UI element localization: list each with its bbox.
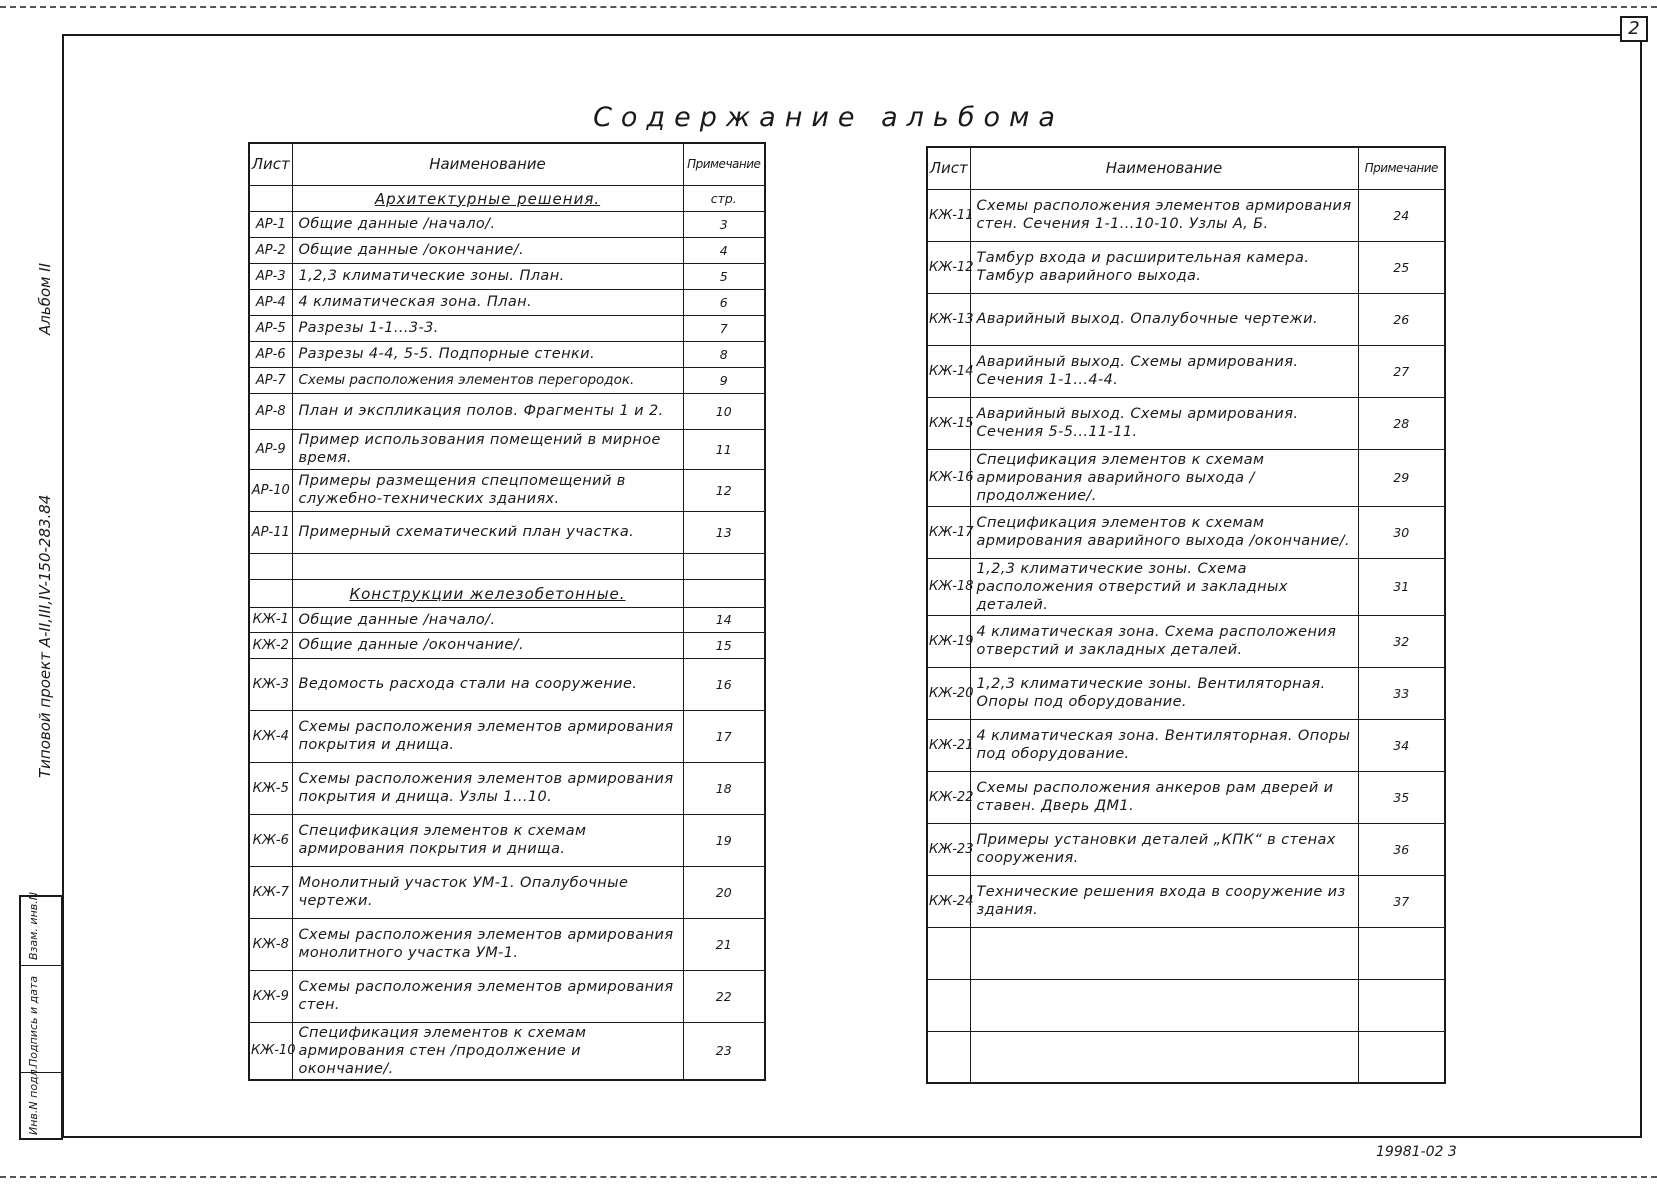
page-number: 18 (683, 762, 765, 814)
table-row (249, 341, 765, 367)
table-row (927, 615, 1445, 667)
sheet-title: Спецификация элементов к схемам армирования аварийного выхода /окончание/. (970, 506, 1358, 558)
table-row (249, 289, 765, 315)
table-row (249, 918, 765, 970)
sheet-code: АР-7 (249, 367, 292, 393)
page-number: 12 (683, 469, 765, 511)
sheet-title: Примеры установки деталей „КПК“ в стенах сооружения. (970, 823, 1358, 875)
table-row (249, 1022, 765, 1080)
table-row (927, 293, 1445, 345)
sheet-code: КЖ-18 (927, 558, 970, 615)
sheet-title: Схемы расположения элементов перегородок. (292, 367, 683, 393)
empty-cell (927, 979, 970, 1031)
table-row (249, 762, 765, 814)
sheet-code: КЖ-24 (927, 875, 970, 927)
sheet-title: 1,2,3 климатические зоны. План. (292, 263, 683, 289)
empty-cell (249, 553, 292, 579)
page-number: 27 (1358, 345, 1445, 397)
table-row (249, 393, 765, 429)
page-number: 6 (683, 289, 765, 315)
page-number: 33 (1358, 667, 1445, 719)
sheet-code: КЖ-6 (249, 814, 292, 866)
sheet-number: 2 (1620, 16, 1648, 42)
sheet-code: АР-6 (249, 341, 292, 367)
sheet-title: 4 климатическая зона. Схема расположения отверстий и закладных деталей. (970, 615, 1358, 667)
empty-row (927, 979, 1445, 1031)
sheet-title: Тамбур входа и расширительная камера. Тамбур аварийного выхода. (970, 241, 1358, 293)
header-name: Наименование (292, 143, 683, 185)
sheet-code: АР-1 (249, 211, 292, 237)
sheet-code: КЖ-5 (249, 762, 292, 814)
table-header-row (249, 143, 765, 185)
table-row (927, 189, 1445, 241)
sheet-title: Схемы расположения анкеров рам дверей и ставен. Дверь ДМ1. (970, 771, 1358, 823)
table-row (927, 771, 1445, 823)
sheet-code: АР-2 (249, 237, 292, 263)
page-number: 19 (683, 814, 765, 866)
sheet-title: Технические решения входа в сооружение из здания. (970, 875, 1358, 927)
table-row (927, 823, 1445, 875)
sheet-code: КЖ-10 (249, 1022, 292, 1080)
sheet-code: КЖ-16 (927, 449, 970, 506)
empty-cell (292, 553, 683, 579)
sheet-title: План и экспликация полов. Фрагменты 1 и 2. (292, 393, 683, 429)
sheet-title: Аварийный выход. Опалубочные чертежи. (970, 293, 1358, 345)
section-row (249, 579, 765, 607)
page-number: 36 (1358, 823, 1445, 875)
table-row (927, 558, 1445, 615)
page-number: 3 (683, 211, 765, 237)
sheet-code: КЖ-20 (927, 667, 970, 719)
table-row (249, 367, 765, 393)
side-label-album: Альбом II (36, 262, 54, 335)
sheet-code: АР-5 (249, 315, 292, 341)
sheet-code: КЖ-1 (249, 607, 292, 632)
sheet-title: Спецификация элементов к схемам армирования покрытия и днища. (292, 814, 683, 866)
empty-row (249, 553, 765, 579)
side-label-project: Типовой проект А-II,III,IV-150-283.84 (36, 494, 54, 778)
sheet-code: КЖ-22 (927, 771, 970, 823)
bottom-dashed-border (0, 1176, 1657, 1178)
contents-table-right (926, 146, 1446, 1084)
table-row (249, 607, 765, 632)
table-row (249, 469, 765, 511)
sheet-code: КЖ-9 (249, 970, 292, 1022)
sheet-title: Схемы расположения элементов армирования покрытия и днища. Узлы 1...10. (292, 762, 683, 814)
sheet-code: КЖ-11 (927, 189, 970, 241)
page-title: Содержание альбома (593, 102, 1064, 133)
sheet-code: КЖ-14 (927, 345, 970, 397)
empty-cell (1358, 979, 1445, 1031)
page-number: 29 (1358, 449, 1445, 506)
page-number: 37 (1358, 875, 1445, 927)
sheet-code: КЖ-7 (249, 866, 292, 918)
page-number: 24 (1358, 189, 1445, 241)
page-number: 32 (1358, 615, 1445, 667)
table-row (927, 345, 1445, 397)
sheet-code: КЖ-19 (927, 615, 970, 667)
sheet-title: Примеры размещения спецпомещений в служебно-технических зданиях. (292, 469, 683, 511)
empty-cell (249, 579, 292, 607)
page-column-label: стр. (683, 185, 765, 211)
sheet-code: АР-10 (249, 469, 292, 511)
sheet-title: Общие данные /начало/. (292, 211, 683, 237)
page-number: 23 (683, 1022, 765, 1080)
table-row (249, 429, 765, 469)
approval-stamp (19, 892, 63, 1140)
page-number: 16 (683, 658, 765, 710)
stamp-signature-date: Подпись и дата (27, 975, 40, 1067)
sheet-code: АР-11 (249, 511, 292, 553)
sheet-title: 1,2,3 климатические зоны. Схема расположения отверстий и закладных деталей. (970, 558, 1358, 615)
table-row (249, 211, 765, 237)
sheet-title: Общие данные /окончание/. (292, 632, 683, 658)
sheet-code: КЖ-17 (927, 506, 970, 558)
page-number: 30 (1358, 506, 1445, 558)
header-sheet: Лист (927, 147, 970, 189)
empty-cell (970, 927, 1358, 979)
sheet-title: Разрезы 4-4, 5-5. Подпорные стенки. (292, 341, 683, 367)
sheet-title: Общие данные /окончание/. (292, 237, 683, 263)
page-number: 21 (683, 918, 765, 970)
sheet-title: Общие данные /начало/. (292, 607, 683, 632)
stamp-inv-podl: Инв.N подл. (27, 1065, 40, 1135)
sheet-title: Разрезы 1-1...3-3. (292, 315, 683, 341)
sheet-code: АР-8 (249, 393, 292, 429)
header-sheet: Лист (249, 143, 292, 185)
page-number: 9 (683, 367, 765, 393)
sheet-title: Схемы расположения элементов армирования покрытия и днища. (292, 710, 683, 762)
sheet-title: Примерный схематический план участка. (292, 511, 683, 553)
header-name: Наименование (970, 147, 1358, 189)
sheet-title: Схемы расположения элементов армирования стен. (292, 970, 683, 1022)
table-row (249, 866, 765, 918)
sheet-code: КЖ-23 (927, 823, 970, 875)
empty-cell (683, 579, 765, 607)
header-note: Примечание (683, 143, 765, 185)
empty-cell (1358, 1031, 1445, 1083)
empty-cell (927, 1031, 970, 1083)
sheet-title: 4 климатическая зона. Вентиляторная. Опоры под оборудование. (970, 719, 1358, 771)
sheet-code: КЖ-8 (249, 918, 292, 970)
table-row (927, 449, 1445, 506)
sheet-title: 4 климатическая зона. План. (292, 289, 683, 315)
page-number: 8 (683, 341, 765, 367)
sheet-code: КЖ-21 (927, 719, 970, 771)
sheet-code: АР-4 (249, 289, 292, 315)
table-row (927, 241, 1445, 293)
page-number: 34 (1358, 719, 1445, 771)
empty-cell (292, 579, 683, 607)
sheet-title: 1,2,3 климатические зоны. Вентиляторная. Опоры под оборудование. (970, 667, 1358, 719)
sheet-code: КЖ-15 (927, 397, 970, 449)
table-row (249, 511, 765, 553)
section-row (249, 185, 765, 211)
empty-row (927, 927, 1445, 979)
empty-cell (249, 185, 292, 211)
table-row (927, 667, 1445, 719)
page-number: 17 (683, 710, 765, 762)
table-row (249, 814, 765, 866)
sheet-code: КЖ-4 (249, 710, 292, 762)
page-number: 14 (683, 607, 765, 632)
empty-cell (927, 927, 970, 979)
empty-cell (970, 979, 1358, 1031)
table-row (927, 506, 1445, 558)
sheet-title: Аварийный выход. Схемы армирования. Сечения 5-5...11-11. (970, 397, 1358, 449)
sheet-title: Пример использования помещений в мирное время. (292, 429, 683, 469)
page-number: 31 (1358, 558, 1445, 615)
page-number: 22 (683, 970, 765, 1022)
sheet-title: Спецификация элементов к схемам армирования аварийного выхода /продолжение/. (970, 449, 1358, 506)
table-row (927, 719, 1445, 771)
sheet-code: АР-3 (249, 263, 292, 289)
header-note: Примечание (1358, 147, 1445, 189)
sheet-title: Ведомость расхода стали на сооружение. (292, 658, 683, 710)
sheet-code: КЖ-13 (927, 293, 970, 345)
sheet-title: Спецификация элементов к схемам армирования стен /продолжение и окончание/. (292, 1022, 683, 1080)
sheet-code: КЖ-2 (249, 632, 292, 658)
empty-cell (683, 553, 765, 579)
section-title-concrete: Конструкции железобетонные. (349, 584, 626, 603)
empty-row (927, 1031, 1445, 1083)
table-row (249, 658, 765, 710)
table-row (249, 970, 765, 1022)
table-row (249, 632, 765, 658)
contents-table-left (248, 142, 766, 1081)
page-number: 20 (683, 866, 765, 918)
table-row (249, 315, 765, 341)
empty-cell (1358, 927, 1445, 979)
table-row (249, 237, 765, 263)
sheet-code: КЖ-12 (927, 241, 970, 293)
top-dashed-border (0, 6, 1657, 8)
section-title-architecture: Архитектурные решения. (374, 189, 601, 208)
page-number: 4 (683, 237, 765, 263)
sheet-code: АР-9 (249, 429, 292, 469)
table-row (249, 263, 765, 289)
page-number: 15 (683, 632, 765, 658)
page-number: 7 (683, 315, 765, 341)
page-number: 11 (683, 429, 765, 469)
empty-cell (292, 185, 683, 211)
table-row (249, 710, 765, 762)
page-number: 25 (1358, 241, 1445, 293)
table-row (927, 875, 1445, 927)
empty-cell (970, 1031, 1358, 1083)
page-number: 28 (1358, 397, 1445, 449)
table-row (927, 397, 1445, 449)
sheet-title: Схемы расположения элементов армирования стен. Сечения 1-1...10-10. Узлы А, Б. (970, 189, 1358, 241)
page-number: 10 (683, 393, 765, 429)
table-header-row (927, 147, 1445, 189)
sheet-code: КЖ-3 (249, 658, 292, 710)
stamp-vzam-inv: Взам. инв.N (27, 892, 40, 960)
sheet-title: Аварийный выход. Схемы армирования. Сечения 1-1...4-4. (970, 345, 1358, 397)
sheet-title: Монолитный участок УМ-1. Опалубочные чертежи. (292, 866, 683, 918)
sheet-title: Схемы расположения элементов армирования монолитного участка УМ-1. (292, 918, 683, 970)
page-number: 26 (1358, 293, 1445, 345)
album-code: 19981-02 3 (1376, 1144, 1457, 1160)
page-number: 13 (683, 511, 765, 553)
page-number: 35 (1358, 771, 1445, 823)
page-number: 5 (683, 263, 765, 289)
